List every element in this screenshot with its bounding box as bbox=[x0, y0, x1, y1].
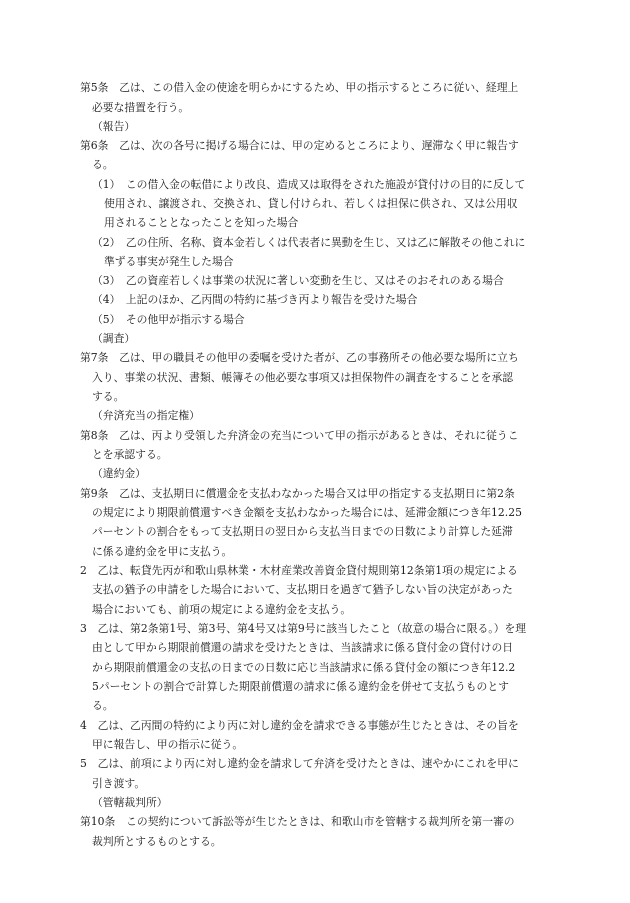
article-6-item-2-line-1: （2） 乙の住所、名称、資本金若しくは代表者に異動を生じ、又は乙に解散その他これに bbox=[92, 236, 526, 249]
heading-penalty: （違約金） bbox=[92, 467, 146, 480]
article-10-line-1: 第10条 この契約について訴訟等が生じたときは、和歌山市を管轄する裁判所を第一審の bbox=[80, 815, 515, 828]
article-6-item-5: （5） その他甲が指示する場合 bbox=[92, 313, 245, 326]
article-8-line-1: 第8条 乙は、丙より受領した弁済金の充当について甲の指示があるときは、それに従うこ bbox=[80, 429, 519, 442]
article-6-item-3: （3） 乙の資産若しくは事業の状況に著しい変動を生じ、又はそのおそれのある場合 bbox=[92, 274, 504, 287]
article-9-line-3: パーセントの割合をもって支払期日の翌日から支払当日までの日数により計算した延滞 bbox=[92, 525, 513, 538]
article-9-para-3-line-1: 3 乙は、第2条第1号、第3号、第4号又は第9号に該当したこと（故意の場合に限る。）を理 bbox=[80, 622, 527, 635]
article-9-para-2-line-3: 場合においても、前項の規定による違約金を支払う。 bbox=[92, 603, 352, 616]
article-9-para-3-line-5: る。 bbox=[92, 699, 114, 712]
article-9-para-5-line-2: 引き渡す。 bbox=[92, 777, 146, 790]
article-10-line-2: 裁判所とするものとする。 bbox=[92, 835, 222, 848]
article-9-para-5-line-1: 5 乙は、前項により丙に対し違約金を請求して弁済を受けたときは、速やかにこれを甲に bbox=[80, 757, 519, 770]
article-6-item-4: （4） 上記のほか、乙丙間の特約に基づき丙より報告を受けた場合 bbox=[92, 293, 418, 306]
article-6-item-1-line-2: 使用され、譲渡され、交換され、貸し付けられ、若しくは担保に供され、又は公用収 bbox=[104, 197, 518, 210]
heading-court: （管轄裁判所） bbox=[92, 796, 168, 809]
article-9-para-4-line-2: 甲に報告し、甲の指示に従う。 bbox=[92, 738, 244, 751]
article-9-para-3-line-4: 5パーセントの割合で計算した期限前償還の請求に係る違約金を併せて支払うものとす bbox=[92, 680, 509, 693]
article-6-line-2: る。 bbox=[92, 158, 114, 171]
article-9-para-3-line-3: から期限前償還金の支払の日までの日数に応じ当該請求に係る貸付金の額につき年12.2 bbox=[92, 661, 516, 674]
article-5-line-1: 第5条 乙は、この借入金の使途を明らかにするため、甲の指示するところに従い、経理上 bbox=[80, 81, 519, 94]
article-7-line-3: する。 bbox=[92, 390, 125, 403]
article-9-line-2: の規定により期限前償還すべき金額を支払わなかった場合には、延滞金額につき年12.25 bbox=[92, 506, 522, 519]
article-8-line-2: とを承認する。 bbox=[92, 448, 168, 461]
article-9-line-4: に係る違約金を甲に支払う。 bbox=[92, 545, 233, 558]
article-5-line-2: 必要な措置を行う。 bbox=[92, 101, 190, 114]
article-7-line-1: 第7条 乙は、甲の職員その他甲の委嘱を受けた者が、乙の事務所その他必要な場所に立ち bbox=[80, 351, 519, 364]
article-6-item-1-line-1: （1） この借入金の転借により改良、造成又は取得をされた施設が貸付けの目的に反して bbox=[92, 178, 526, 191]
heading-inspection: （調査） bbox=[92, 332, 136, 345]
article-9-line-1: 第9条 乙は、支払期日に償還金を支払わなかった場合又は甲の指定する支払期日に第2条 bbox=[80, 487, 515, 500]
article-9-para-2-line-1: 2 乙は、転貸先丙が和歌山県林業・木材産業改善資金貸付規則第12条第1項の規定による bbox=[80, 564, 518, 577]
article-7-line-2: 入り、事業の状況、書類、帳簿その他必要な事項又は担保物件の調査をすることを承認 bbox=[92, 371, 514, 384]
article-9-para-3-line-2: 由として甲から期限前償還の請求を受けたときは、当該請求に係る貸付金の貸付けの日 bbox=[92, 641, 514, 654]
article-6-item-2-line-2: 準ずる事実が発生した場合 bbox=[104, 255, 234, 268]
heading-report: （報告） bbox=[92, 120, 136, 133]
article-9-para-2-line-2: 支払の猶予の申請をした場合において、支払期日を過ぎて猶予しない旨の決定があった bbox=[92, 583, 513, 596]
article-9-para-4-line-1: 4 乙は、乙丙間の特約により丙に対し違約金を請求できる事態が生じたときは、その旨を bbox=[80, 719, 519, 732]
heading-repayment: （弁済充当の指定権） bbox=[92, 409, 200, 422]
article-6-item-1-line-3: 用されることとなったことを知った場合 bbox=[104, 216, 299, 229]
article-6-line-1: 第6条 乙は、次の各号に掲げる場合には、甲の定めるところにより、遅滞なく甲に報告す bbox=[80, 139, 519, 152]
